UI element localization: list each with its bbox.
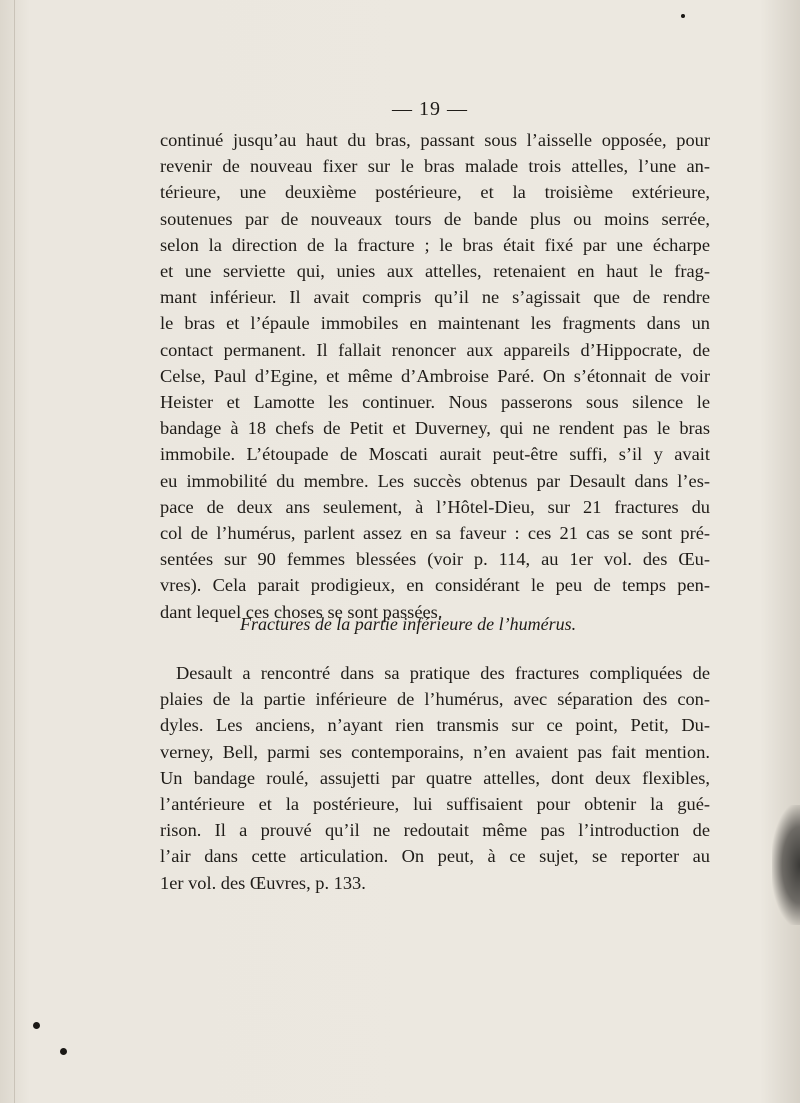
text-line: verney, Bell, parmi ses contemporains, n’en avaient pas fait mention. [160,741,710,762]
paragraph-lower-humerus [160,660,710,896]
text-line: dyles. Les anciens, n’ayant rien transmis sur ce point, Petit, Du- [160,715,710,736]
text-line: dant lequel ces choses se sont passées. [160,601,443,622]
text-line: col de l’humérus, parlent assez en sa faveur : ces 21 cas se sont pré- [160,523,710,544]
page-number: — 19 — [392,98,468,120]
text-line: continué jusqu’au haut du bras, passant sous l’aisselle opposée, pour [160,130,710,150]
text-line: plaies de la partie inférieure de l’humérus, avec séparation des con- [160,689,710,710]
text-line: le bras et l’épaule immobiles en maintenant les fragments dans un [160,313,710,334]
text-line: Heister et Lamotte les continuer. Nous passerons sous silence le [160,392,710,413]
text-line: l’antérieure et la postérieure, lui suffisaient pour obtenir la gué- [160,794,710,815]
text-line: Desault a rencontré dans sa pratique des fractures compliquées de [176,663,710,683]
text-line: sentées sur 90 femmes blessées (voir p. 114, au 1er vol. des Œu- [160,549,710,570]
text-line: eu immobilité du membre. Les succès obtenus par Desault dans l’es- [160,470,710,491]
binding-edge [0,0,15,1103]
text-line: Un bandage roulé, assujetti par quatre attelles, dont deux flexibles, [160,767,710,788]
text-line: immobile. L’étoupade de Moscati aurait peut-être suffi, s’il y avait [160,444,710,465]
ink-spot [60,1048,67,1055]
text-line: selon la direction de la fracture ; le bras était fixé par une écharpe [160,234,710,255]
section-heading: Fractures de la partie inférieure de l’humérus. [240,614,577,634]
text-line: 1er vol. des Œuvres, p. 133. [160,872,366,893]
page-stain [772,805,800,925]
text-line: rison. Il a prouvé qu’il ne redoutait même pas l’introduction de [160,820,710,841]
paragraph-humerus-neck [160,127,710,625]
text-line: mant inférieur. Il avait compris qu’il ne s’agissait que de rendre [160,287,710,308]
text-line: térieure, une deuxième postérieure, et la troisième extérieure, [160,182,710,203]
text-line: revenir de nouveau fixer sur le bras malade trois attelles, l’une an- [160,156,710,177]
text-line: l’air dans cette articulation. On peut, à ce sujet, se reporter au [160,846,710,867]
text-line: vres). Cela parait prodigieux, en considérant le peu de temps pen- [160,575,710,596]
text-line: Celse, Paul d’Egine, et même d’Ambroise Paré. On s’étonnait de voir [160,365,710,386]
text-line: soutenues par de nouveaux tours de bande plus ou moins serrée, [160,208,710,229]
text-line: bandage à 18 chefs de Petit et Duverney, qui ne rendent pas le bras [160,418,710,439]
text-line: pace de deux ans seulement, à l’Hôtel-Dieu, sur 21 fractures du [160,496,710,517]
ink-spot [33,1022,40,1029]
text-line: contact permanent. Il fallait renoncer aux appareils d’Hippocrate, de [160,339,710,360]
ink-spot [681,14,685,18]
text-line: et une serviette qui, unies aux attelles, retenaient en haut le frag- [160,261,710,282]
